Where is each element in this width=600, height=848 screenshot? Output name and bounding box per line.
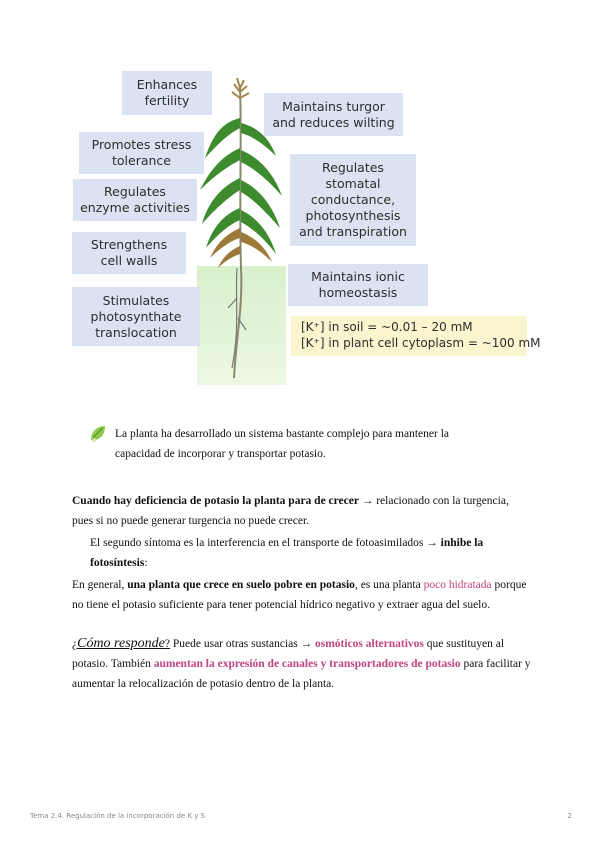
paragraph-second-symptom: [90, 533, 532, 573]
poor-soil-highlight: poco hidratada: [423, 579, 492, 591]
response-b: que sustituyen al potasio. También: [72, 638, 505, 670]
paragraph-poor-soil: [72, 575, 532, 615]
cytoplasm-concentration: [K⁺] in plant cell cytoplasm = ~100 mM: [301, 336, 541, 350]
question-close: ?: [164, 638, 170, 650]
label-promotes-stress-tolerance: Promotes stress tolerance: [79, 132, 204, 174]
poor-soil-end: porque no tiene el potasio suficiente para tener potencial hídrico negativo y extraer agua del suelo.: [72, 579, 527, 611]
soil-concentration: [K⁺] in soil = ~0.01 – 20 mM: [301, 320, 473, 334]
label-maintains-turgor: Maintains turgor and reduces wilting: [264, 93, 403, 136]
potassium-functions-figure: [0, 0, 600, 400]
response-highlight-channels: aumentan la expresión de canales y transportadores de potasio: [153, 658, 461, 670]
response-c: para facilitar y aumentar la relocalización de potasio dentro de la planta.: [72, 658, 531, 690]
response-highlight-osmotic: osmóticos alternativos: [314, 638, 424, 650]
poor-soil-mid: , es una planta: [354, 579, 424, 591]
paragraph-deficiency: [72, 491, 532, 531]
poor-soil-start: En general,: [72, 579, 128, 591]
label-regulates-stomatal-conductance: Regulates stomatal conductance, photosynthesis and transpiration: [290, 154, 416, 246]
label-strengthens-cell-walls: Strengthens cell walls: [72, 232, 186, 274]
label-stimulates-photosynthate-translocation: Stimulates photosynthate translocation: [72, 287, 200, 346]
page-number: 2: [567, 812, 572, 820]
potassium-concentration-box: [291, 316, 541, 356]
second-symptom-bold: inhibe la fotosíntesis: [90, 537, 484, 569]
poor-soil-bold: una planta que crece en suelo pobre en potasio: [127, 579, 355, 591]
question-text: Cómo responde: [77, 636, 165, 651]
note-block: [89, 424, 489, 464]
second-symptom-text: El segundo síntoma es la interferencia en el transporte de fotoasimilados →: [90, 537, 441, 549]
note-text: La planta ha desarrollado un sistema bastante complejo para mantener la capacidad de incorporar y transportar potasio.: [115, 428, 450, 460]
question-open: ¿: [72, 638, 78, 650]
paragraph-response: [72, 634, 532, 694]
label-regulates-enzyme-activities: Regulates enzyme activities: [73, 179, 197, 221]
deficiency-rest: → relacionado con la turgencia, pues si no puede generar turgencia no puede crecer.: [72, 495, 509, 527]
deficiency-bold: Cuando hay deficiencia de potasio la planta para de crecer: [72, 495, 359, 507]
label-maintains-ionic-homeostasis: Maintains ionic homeostasis: [288, 264, 428, 306]
label-enhances-fertility: Enhances fertility: [122, 71, 212, 115]
response-a: Puede usar otras sustancias →: [169, 638, 315, 650]
leaf-note-icon: [89, 424, 107, 444]
footer-title: Tema 2.4. Regulación de la incorporación de K y S: [30, 812, 206, 820]
second-symptom-end: :: [144, 557, 148, 569]
